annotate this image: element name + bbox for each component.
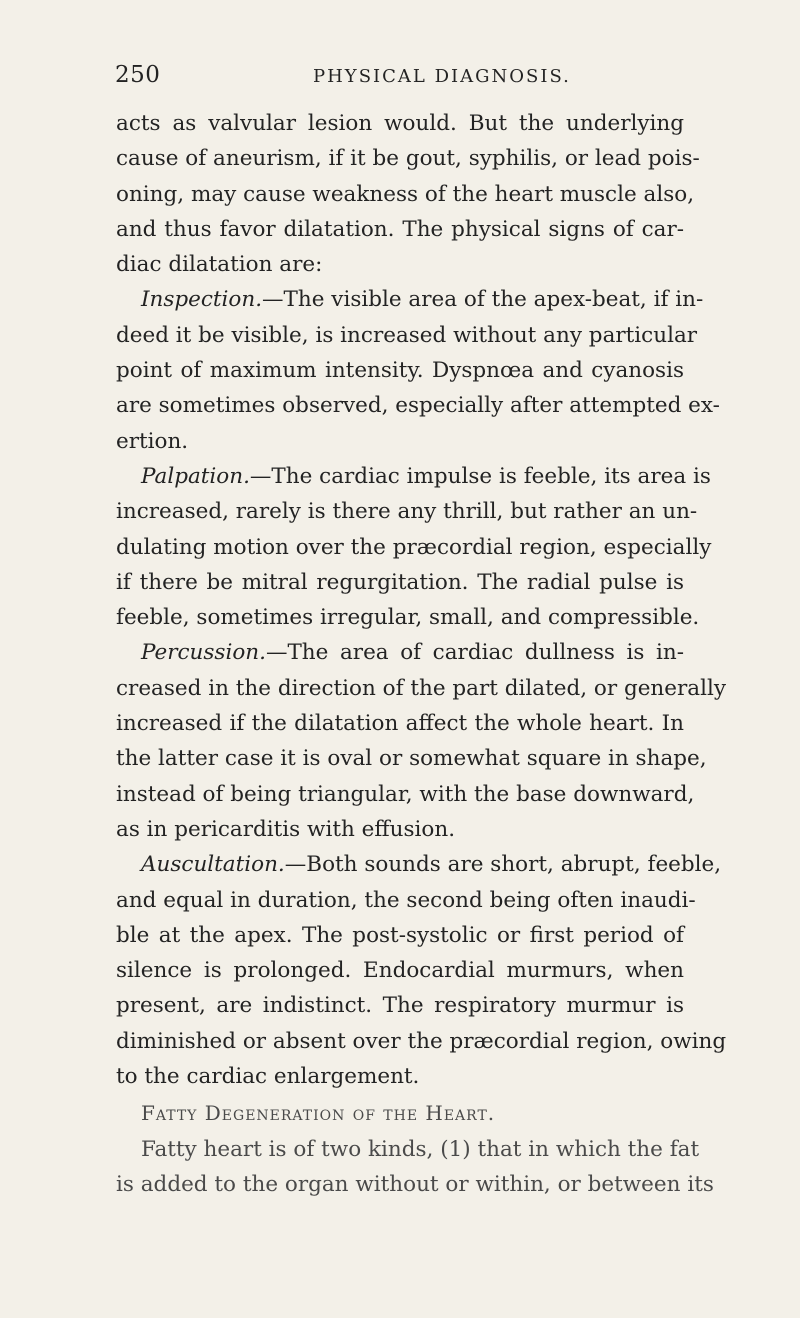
body-text — [116, 106, 727, 1202]
text-line — [116, 847, 722, 882]
text-line: silence is prolonged. Endocardial murmurs, when — [116, 958, 684, 984]
text-line: acts as valvular lesion would. But the underlying — [116, 111, 684, 136]
text-line: dulating motion over the præcordial region, especially — [116, 534, 712, 560]
text-line: present, are indistinct. The respiratory murmur is — [116, 993, 684, 1019]
text-line: feeble, sometimes irregular, small, and compressible. — [116, 605, 700, 631]
text-line — [116, 459, 711, 494]
paragraph-term: Percussion. — [141, 640, 266, 666]
text-line-rest: —The area of cardiac dullness is in- — [265, 640, 684, 666]
text-line: diac dilatation are: — [116, 252, 323, 278]
text-line — [116, 282, 704, 317]
paragraph-inspection — [116, 282, 720, 458]
page-number: 250 — [115, 62, 161, 88]
text-line: and equal in duration, the second being often inaudi- — [116, 887, 696, 913]
text-line: cause of aneurism, if it be gout, syphilis, or lead pois- — [116, 146, 700, 172]
text-line: deed it be visible, is increased without any particular — [116, 322, 698, 348]
paragraph-percussion — [116, 635, 726, 847]
paragraph-fatty-heart — [116, 1132, 714, 1203]
text-line: to the cardiac enlargement. — [116, 1064, 420, 1090]
paragraph-palpation — [116, 459, 712, 635]
section-heading: Fatty Degeneration of the Heart. — [141, 1101, 496, 1126]
running-title: PHYSICAL DIAGNOSIS. — [313, 66, 571, 87]
page-header — [115, 62, 683, 92]
text-line: diminished or absent over the præcordial region, owing — [116, 1028, 727, 1054]
text-line: oning, may cause weakness of the heart muscle also, — [116, 181, 695, 207]
text-line: as in pericarditis with effusion. — [116, 816, 456, 842]
text-line: increased, rarely is there any thrill, but rather an un- — [116, 499, 698, 525]
text-line: ertion. — [116, 428, 189, 454]
text-line: are sometimes observed, especially after attempted ex- — [116, 393, 720, 419]
text-line: creased in the direction of the part dilated, or generally — [116, 675, 726, 701]
text-line: the latter case it is oval or somewhat square in shape, — [116, 746, 707, 772]
text-line: point of maximum intensity. Dyspnœa and cyanosis — [116, 358, 684, 384]
text-line: instead of being triangular, with the base downward, — [116, 781, 695, 807]
text-line-rest: —The visible area of the apex-beat, if in- — [262, 287, 704, 313]
paragraph-term: Palpation. — [141, 463, 250, 489]
text-line: ble at the apex. The post-systolic or first period of — [116, 922, 684, 948]
paragraph-term: Inspection. — [141, 287, 263, 313]
text-line: and thus favor dilatation. The physical signs of car- — [116, 216, 684, 242]
text-line — [116, 635, 684, 670]
paragraph-term: Auscultation. — [141, 852, 285, 878]
text-line: Fatty heart is of two kinds, (1) that in which the fat — [141, 1136, 700, 1162]
paragraph-auscultation — [116, 847, 727, 1094]
paragraph-intro — [116, 106, 700, 282]
text-line: increased if the dilatation affect the whole heart. In — [116, 711, 684, 737]
text-line-rest: —The cardiac impulse is feeble, its area is — [249, 463, 711, 489]
text-line: if there be mitral regurgitation. The radial pulse is — [116, 569, 684, 595]
text-line-rest: —Both sounds are short, abrupt, feeble, — [284, 852, 722, 878]
text-line: is added to the organ without or within, or between its — [116, 1171, 714, 1197]
